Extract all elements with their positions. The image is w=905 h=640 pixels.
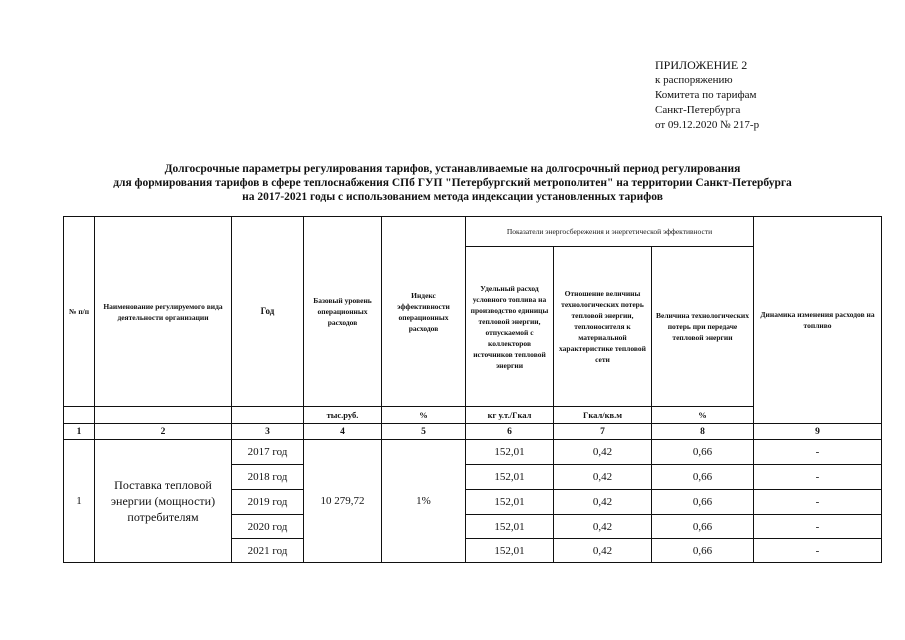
title-line: Долгосрочные параметры регулирования тарифов, устанавливаемые на долгосрочный период регулирования — [164, 163, 741, 175]
table-row — [64, 440, 882, 465]
col-number: 6 — [466, 424, 554, 440]
col-number: 1 — [64, 424, 95, 440]
loss-cell: 0,66 — [652, 440, 754, 465]
document-title — [0, 162, 905, 204]
title-line: для формирования тарифов в сфере теплоснабжения СПб ГУП "Петербургский метрополитен" на территории Санкт-Петербурга — [113, 177, 792, 189]
title-line: на 2017-2021 годы с использованием метода индексации установленных тарифов — [242, 191, 663, 203]
header-base-opex: Базовый уровень операционных расходов — [304, 217, 382, 407]
year-cell: 2018 год — [232, 465, 304, 490]
fuel-cell: 152,01 — [466, 515, 554, 539]
dynamics-cell: - — [754, 515, 882, 539]
header-fuel-dynamics: Динамика изменения расходов на топливо — [754, 217, 882, 424]
ratio-cell: 0,42 — [554, 465, 652, 490]
unit-ratio: Гкал/кв.м — [554, 407, 652, 424]
header-energy-group: Показатели энергосбережения и энергетической эффективности — [466, 217, 754, 247]
year-cell: 2019 год — [232, 490, 304, 515]
appendix-date: от 09.12.2020 № 217-р — [655, 119, 760, 131]
fuel-cell: 152,01 — [466, 539, 554, 563]
activity-name: Поставка тепловой энергии (мощности) потребителям — [95, 440, 232, 563]
header-loss-ratio: Отношение величины технологических потерь тепловой энергии, теплоносителя к материальной характеристике тепловой сети — [554, 247, 652, 407]
unit-fuel: кг у.т./Гкал — [466, 407, 554, 424]
fuel-cell: 152,01 — [466, 465, 554, 490]
dynamics-cell: - — [754, 440, 882, 465]
col-number: 4 — [304, 424, 382, 440]
efficiency-index-value: 1% — [382, 440, 466, 563]
fuel-cell: 152,01 — [466, 490, 554, 515]
header-efficiency-index: Индекс эффективности операционных расходов — [382, 217, 466, 407]
base-opex-value: 10 279,72 — [304, 440, 382, 563]
dynamics-cell: - — [754, 490, 882, 515]
loss-cell: 0,66 — [652, 490, 754, 515]
dynamics-cell: - — [754, 465, 882, 490]
col-number: 2 — [95, 424, 232, 440]
col-number: 5 — [382, 424, 466, 440]
col-number: 9 — [754, 424, 882, 440]
header-activity: Наименование регулируемого вида деятельности организации — [95, 217, 232, 407]
appendix-line: к распоряжению — [655, 74, 733, 86]
dynamics-cell: - — [754, 539, 882, 563]
header-num: № п/п — [64, 217, 95, 407]
col-number: 3 — [232, 424, 304, 440]
ratio-cell: 0,42 — [554, 515, 652, 539]
unit-base: тыс.руб. — [304, 407, 382, 424]
appendix-line: Санкт-Петербурга — [655, 104, 741, 116]
ratio-cell: 0,42 — [554, 440, 652, 465]
col-number: 7 — [554, 424, 652, 440]
header-tech-losses: Величина технологических потерь при передаче тепловой энергии — [652, 247, 754, 407]
tariff-parameters-table — [63, 216, 882, 563]
loss-cell: 0,66 — [652, 515, 754, 539]
header-fuel-consumption: Удельный расход условного топлива на производство единицы тепловой энергии, отпускаемой с коллекторов источников тепловой энергии — [466, 247, 554, 407]
unit-loss: % — [652, 407, 754, 424]
row-number: 1 — [64, 440, 95, 563]
loss-cell: 0,66 — [652, 465, 754, 490]
header-year: Год — [232, 217, 304, 407]
appendix-line: Комитета по тарифам — [655, 89, 757, 101]
ratio-cell: 0,42 — [554, 490, 652, 515]
appendix-block — [655, 58, 759, 133]
fuel-cell: 152,01 — [466, 440, 554, 465]
loss-cell: 0,66 — [652, 539, 754, 563]
year-cell: 2021 год — [232, 539, 304, 563]
appendix-heading: ПРИЛОЖЕНИЕ 2 — [655, 58, 748, 72]
unit-index: % — [382, 407, 466, 424]
col-number: 8 — [652, 424, 754, 440]
year-cell: 2017 год — [232, 440, 304, 465]
year-cell: 2020 год — [232, 515, 304, 539]
ratio-cell: 0,42 — [554, 539, 652, 563]
